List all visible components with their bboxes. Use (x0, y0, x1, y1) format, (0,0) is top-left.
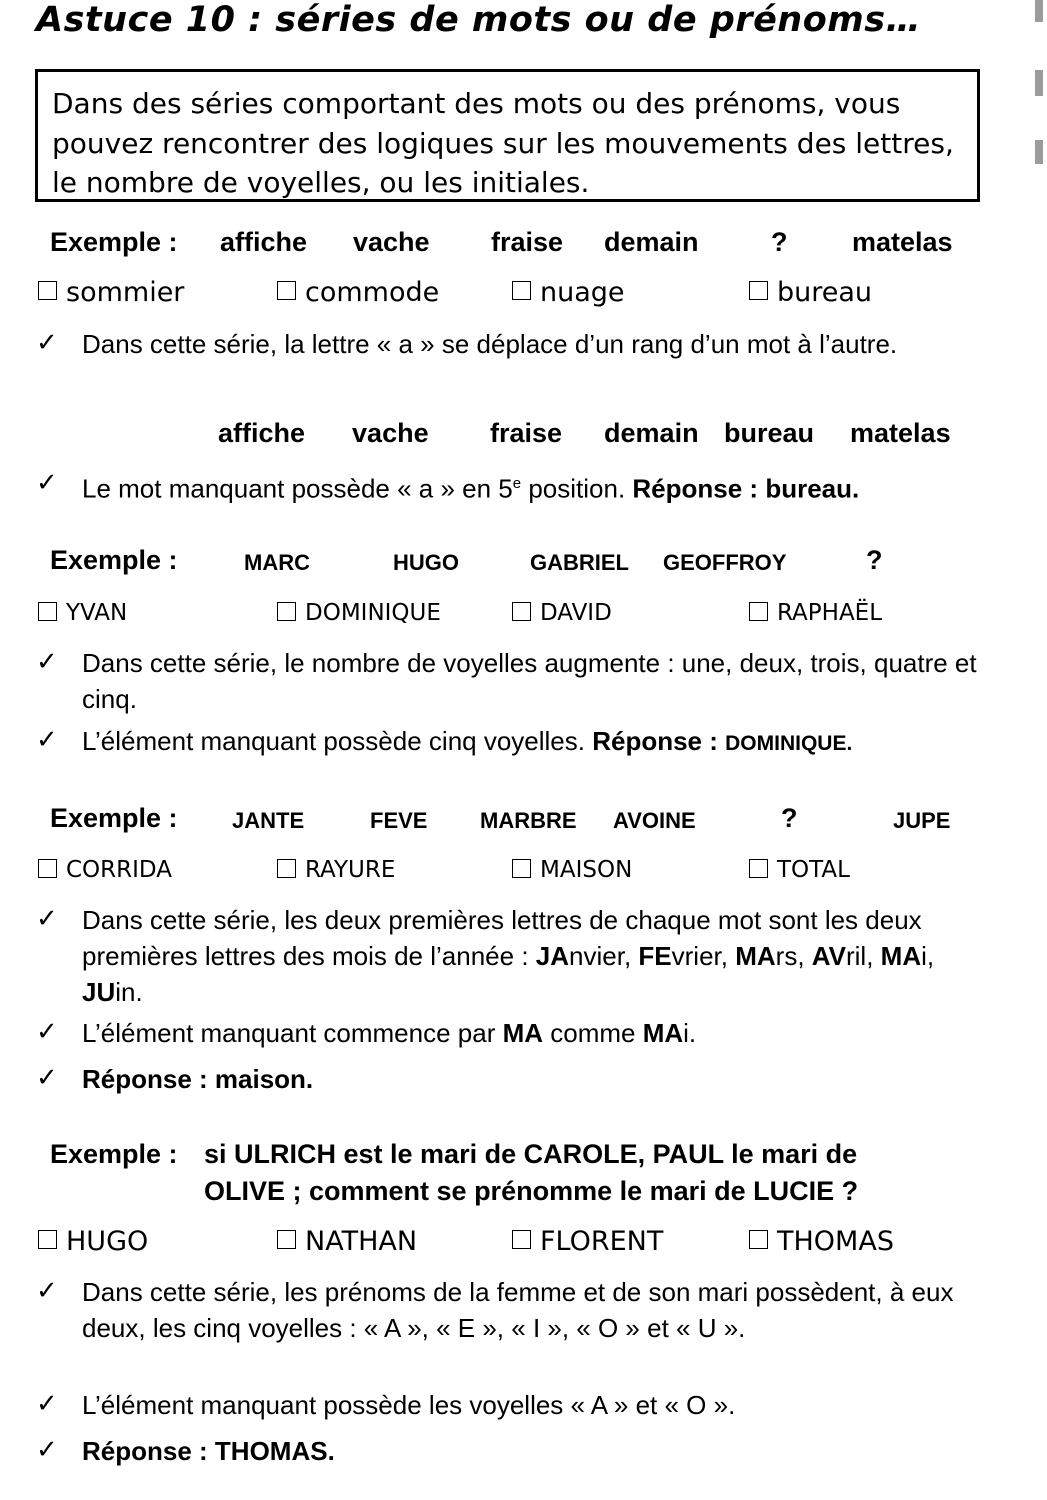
page-title: Astuce 10 : séries de mots ou de prénoms… (36, 0, 922, 40)
ex2-word: GABRIEL (530, 550, 629, 575)
highlight-letter: a (659, 418, 675, 448)
ex4-option-4[interactable]: THOMAS (749, 1226, 894, 1257)
ex4-option-1[interactable]: HUGO (38, 1226, 148, 1257)
ex3-word: JUPE (893, 808, 951, 833)
checkbox[interactable] (38, 1230, 57, 1249)
ex3-explanation-1: Dans cette série, les deux premières lettres de chaque mot sont les deux premières lettres des mois de l’année : JAnvier, FEvrier, MArs, AVril, MAi, JUin. (82, 905, 935, 1007)
checkbox[interactable] (512, 859, 531, 878)
checkbox[interactable] (277, 281, 296, 300)
check-icon: ✓ (36, 1435, 58, 1465)
ex1-solution-word: demain (604, 418, 699, 448)
ex2-option-4[interactable]: RAPHAËL (749, 600, 882, 626)
ex1-option-4[interactable]: bureau (749, 277, 872, 308)
ex1-word: matelas (852, 227, 953, 257)
ex3-option-2[interactable]: RAYURE (277, 857, 395, 883)
ex1-solution-word: vache (352, 418, 429, 448)
ex3-explanation-2: L’élément manquant commence par MA comme MAi. (82, 1018, 697, 1048)
ex3-answer: Réponse : maison. (82, 1064, 314, 1094)
ex3-word: JANTE (232, 808, 305, 833)
ex3-word: AVOINE (613, 808, 696, 833)
highlight-letter: a (782, 418, 798, 448)
ex1-answer: Réponse : bureau. (632, 473, 860, 504)
ex4-explanation-1: Dans cette série, les prénoms de la femme et de son mari possèdent, à eux deux, les cinq voyelles : « A », « E », « I », « O » et « U ». (82, 1277, 954, 1343)
ex1-option-1[interactable]: sommier (38, 277, 184, 308)
check-icon: ✓ (36, 1276, 58, 1306)
ex4-question-line-2: OLIVE ; comment se prénomme le mari de LUCIE ? (204, 1176, 859, 1206)
check-icon: ✓ (36, 328, 58, 358)
ex4-question-line-1: si ULRICH est le mari de CAROLE, PAUL le mari de (204, 1139, 858, 1169)
ex1-word: vache (353, 227, 430, 257)
ex2-question-mark: ? (866, 545, 883, 575)
checkbox[interactable] (512, 281, 531, 300)
ex2-word: MARC (244, 550, 310, 575)
example-2-label: Exemple : (50, 545, 178, 575)
ex1-option-3[interactable]: nuage (512, 277, 625, 308)
ex1-option-2[interactable]: commode (277, 277, 439, 308)
ex4-option-3[interactable]: FLORENT (512, 1226, 663, 1257)
ex2-option-1[interactable]: YVAN (38, 600, 127, 626)
ex3-option-1[interactable]: CORRIDA (38, 857, 172, 883)
check-icon: ✓ (36, 647, 58, 677)
ex3-question-mark: ? (781, 803, 798, 833)
ex2-explanation-2: L’élément manquant possède cinq voyelles. Réponse : DOMINIQUE. (82, 726, 853, 756)
checkbox[interactable] (38, 602, 57, 621)
check-icon: ✓ (36, 904, 58, 934)
intro-box: Dans des séries comportant des mots ou des prénoms, vous pouvez rencontrer des logiques sur les mouvements des lettres, le nombre de voyelles, ou les initiales. (35, 69, 980, 202)
highlight-letter: a (509, 418, 525, 448)
check-icon: ✓ (36, 1389, 58, 1419)
ex2-option-2[interactable]: DOMINIQUE (277, 600, 441, 626)
ex4-option-2[interactable]: NATHAN (277, 1226, 417, 1257)
ex4-answer: Réponse : THOMAS. (82, 1436, 335, 1466)
ex3-word: FEVE (370, 808, 428, 833)
ex1-solution-word: fraise (490, 418, 563, 448)
highlight-letter: a (218, 418, 234, 448)
highlight-letter: a (920, 418, 936, 448)
ex2-option-3[interactable]: DAVID (512, 600, 612, 626)
checkbox[interactable] (277, 602, 296, 621)
ex1-solution-word: affiche (218, 418, 306, 448)
ex1-question-mark: ? (771, 227, 788, 257)
checkbox[interactable] (749, 281, 768, 300)
checkbox[interactable] (749, 1230, 768, 1249)
ex2-explanation-1: Dans cette série, le nombre de voyelles augmente : une, deux, trois, quatre et cinq. (82, 648, 977, 714)
checkbox[interactable] (512, 602, 531, 621)
example-4-label: Exemple : (50, 1139, 178, 1169)
ex1-solution-word: matelas (850, 418, 951, 448)
ex1-word: fraise (491, 227, 564, 257)
example-3-label: Exemple : (50, 803, 178, 833)
ex1-word: demain (604, 227, 699, 257)
example-1-label: Exemple : (50, 227, 178, 257)
ex1-explanation-2: Le mot manquant possède « a » en 5e position. Réponse : bureau. (82, 473, 860, 504)
ex2-word: GEOFFROY (663, 550, 787, 575)
checkbox[interactable] (38, 859, 57, 878)
checkbox[interactable] (38, 281, 57, 300)
checkbox[interactable] (277, 859, 296, 878)
ex2-answer: DOMINIQUE. (725, 732, 853, 755)
highlight-letter: a (367, 418, 383, 448)
ex2-word: HUGO (393, 550, 459, 575)
ex1-word: affiche (220, 227, 308, 257)
checkbox[interactable] (277, 1230, 296, 1249)
ex1-solution-word: bureau (724, 418, 815, 448)
ex3-word: MARBRE (480, 808, 577, 833)
ex3-option-3[interactable]: MAISON (512, 857, 632, 883)
checkbox[interactable] (512, 1230, 531, 1249)
ex1-explanation-1: Dans cette série, la lettre « a » se déplace d’un rang d’un mot à l’autre. (82, 329, 898, 359)
ex3-option-4[interactable]: TOTAL (749, 857, 850, 883)
check-icon: ✓ (36, 1017, 58, 1047)
ex4-explanation-2: L’élément manquant possède les voyelles « A » et « O ». (82, 1390, 736, 1420)
check-icon: ✓ (36, 468, 58, 498)
check-icon: ✓ (36, 1063, 58, 1093)
checkbox[interactable] (749, 602, 768, 621)
check-icon: ✓ (36, 725, 58, 755)
checkbox[interactable] (749, 859, 768, 878)
